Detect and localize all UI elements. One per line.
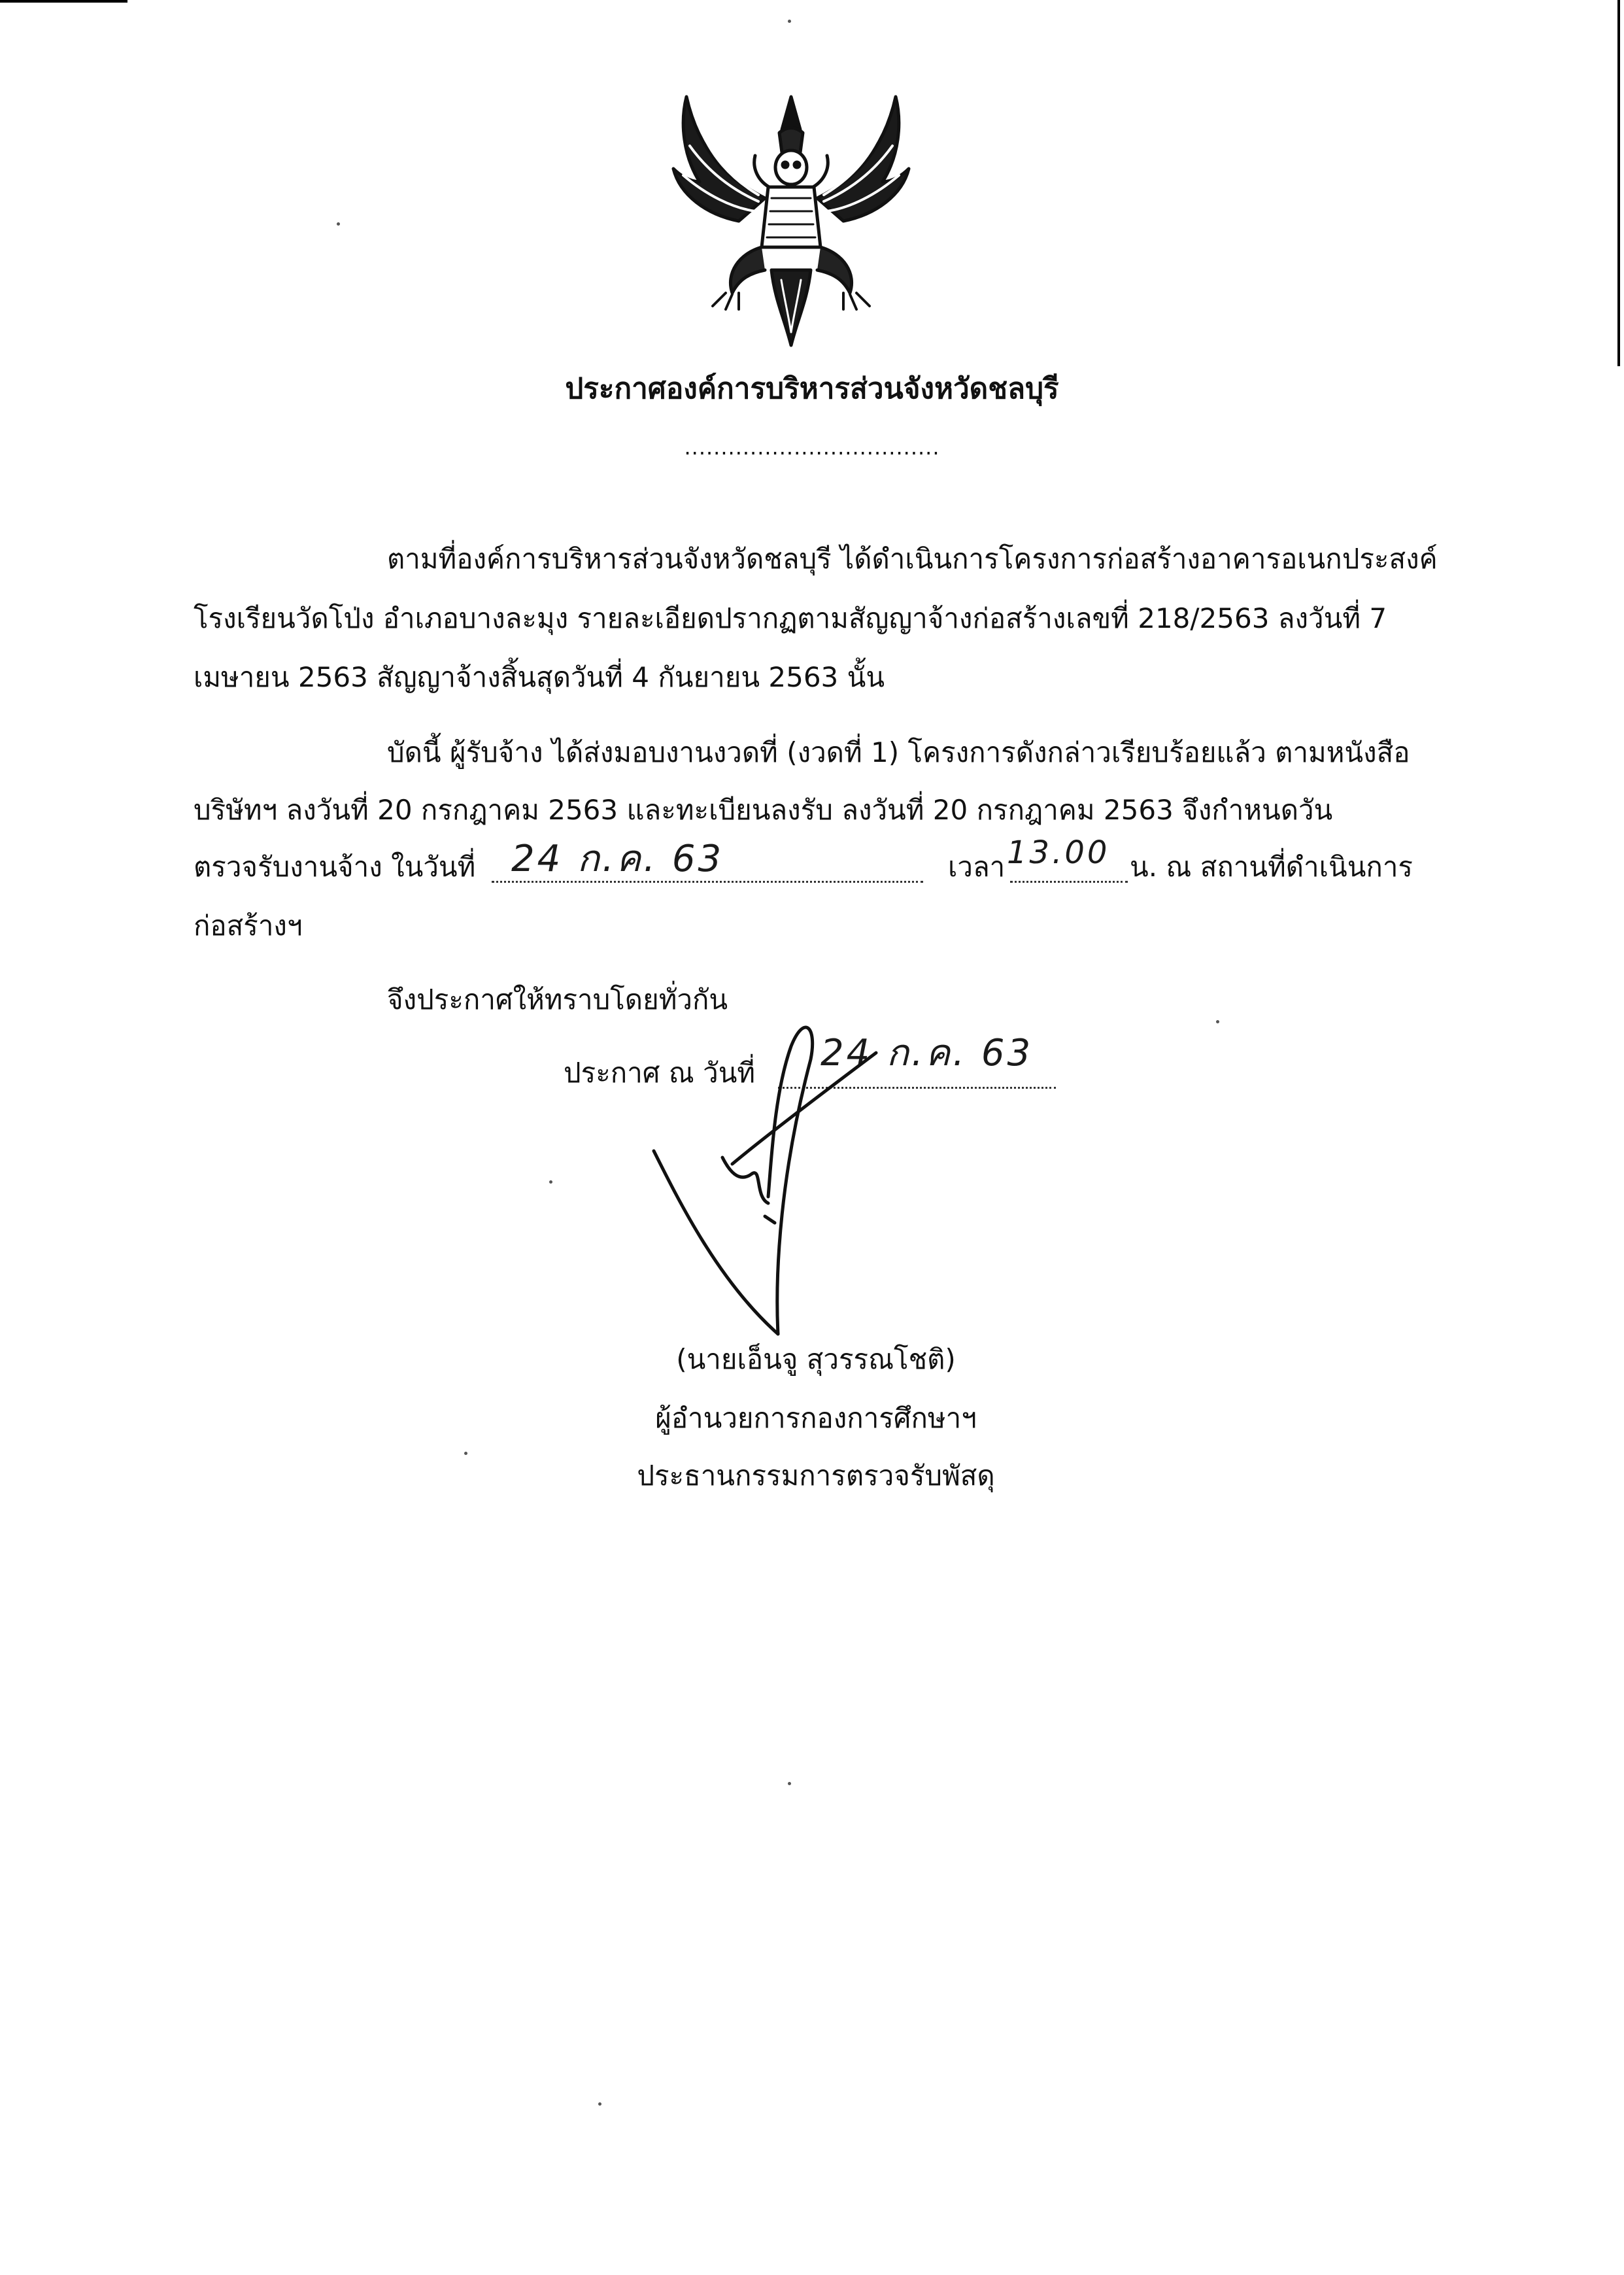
paragraph-2-line-3b: เวลา [948, 851, 1006, 883]
scan-edge-mark [0, 0, 127, 3]
paragraph-2-line-1: บัดนี้ ผู้รับจ้าง ได้ส่งมอบงานงวดที่ (งวดที่ 1) โครงการดังกล่าวเรียบร้อยแล้ว ตามหนังสือ [387, 736, 1410, 768]
paragraph-2-line-4: ก่อสร้างฯ [194, 910, 303, 942]
announce-date-label: ประกาศ ณ วันที่ [564, 1057, 756, 1089]
signer-name: (นายเอ็นจู สุวรรณโชติ) [676, 1343, 956, 1375]
paragraph-2-line-2: บริษัทฯ ลงวันที่ 20 กรกฎาคม 2563 และทะเบียนลงรับ ลงวันที่ 20 กรกฎาคม 2563 จึงกำหนดวัน [194, 794, 1333, 826]
handwritten-inspection-time: 13.00 [1007, 834, 1110, 871]
paragraph-1-line-3: เมษายน 2563 สัญญาจ้างสิ้นสุดวันที่ 4 กันยายน 2563 นั้น [194, 661, 885, 693]
paragraph-2-line-3a: ตรวจรับงานจ้าง ในวันที่ [194, 851, 476, 883]
scan-speck [788, 1782, 791, 1785]
scan-speck [337, 222, 340, 226]
paragraph-1-line-1: ตามที่องค์การบริหารส่วนจังหวัดชลบุรี ได้ดำเนินการโครงการก่อสร้างอาคารอเนกประสงค์ [387, 543, 1438, 575]
handwritten-signature-icon [641, 1007, 915, 1373]
handwritten-inspection-date: 24 ก.ค. 63 [511, 838, 724, 880]
scan-speck [1216, 1020, 1219, 1023]
signer-position-1: ผู้อำนวยการกองการศึกษาฯ [655, 1402, 977, 1434]
scan-speck [788, 20, 791, 23]
closing-statement: จึงประกาศให้ทราบโดยทั่วกัน [387, 984, 728, 1016]
document-title: ประกาศองค์การบริหารส่วนจังหวัดชลบุรี [565, 372, 1059, 405]
signer-position-2: ประธานกรรมการตรวจรับพัสดุ [637, 1460, 995, 1492]
paragraph-1-line-2: โรงเรียนวัดโป่ง อำเภอบางละมุง รายละเอียดปรากฏตามสัญญาจ้างก่อสร้างเลขที่ 218/2563 ลงวันที่ 7 [194, 602, 1387, 634]
garuda-emblem-icon [660, 84, 922, 358]
scan-speck [549, 1180, 552, 1184]
scan-speck [598, 2102, 601, 2106]
title-dotted-rule: ................................... [684, 435, 940, 460]
scan-edge-mark [1617, 0, 1620, 366]
handwritten-announce-date: 24 ก.ค. 63 [820, 1032, 1034, 1074]
scan-speck [464, 1452, 467, 1455]
paragraph-2-line-3c: น. ณ สถานที่ดำเนินการ [1130, 851, 1413, 883]
